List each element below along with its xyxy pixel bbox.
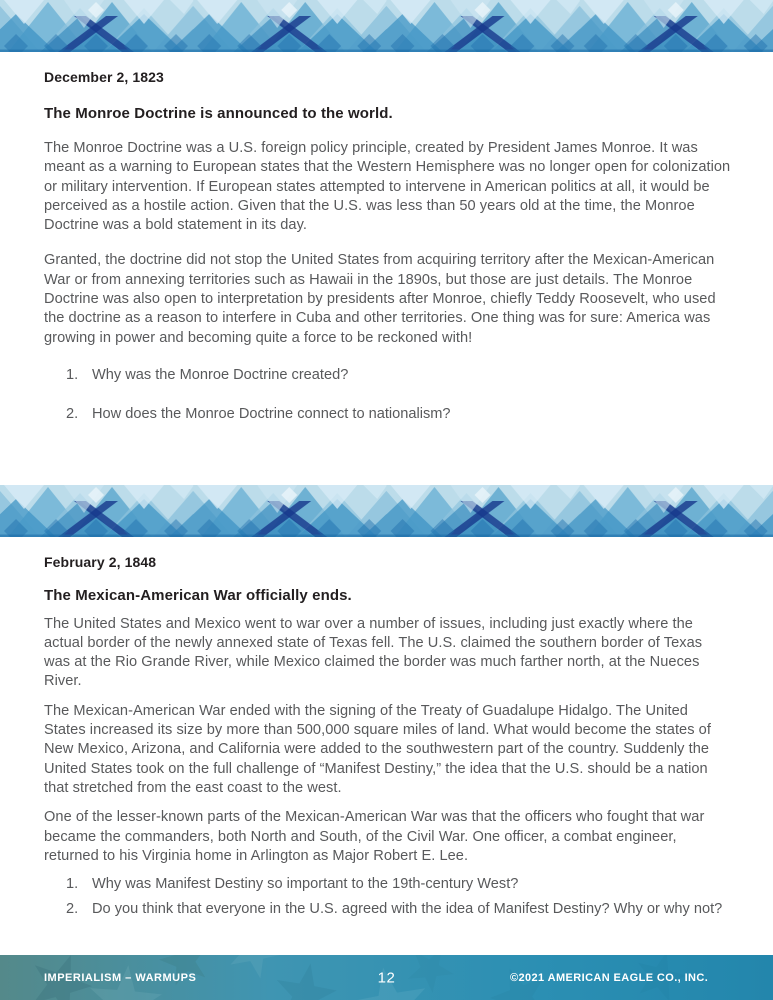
footer: [0, 955, 773, 1000]
section-date: February 2, 1848: [44, 553, 157, 570]
footer-copyright: ©2021 AMERICAN EAGLE CO., INC.: [510, 971, 709, 984]
paragraph: The Monroe Doctrine was a U.S. foreign policy principle, created by President James Monroe. It was meant as a warning to European states that the Western Hemisphere was no longer open for colonization or military intervention. If European states attempted to intervene in American politics at all, it would be perceived as a hostile action. Given that the U.S. was less than 50 years old at the time, the Monroe Doctrine was a bold statement in its day.: [44, 140, 731, 234]
question-item: [44, 366, 731, 385]
footer-text-row: [0, 955, 773, 1000]
footer-series-label: IMPERIALISM – WARMUPS: [44, 971, 197, 984]
question-number: 1.: [66, 366, 79, 383]
question-item: [44, 405, 731, 424]
page-number: 12: [377, 969, 396, 986]
paragraph: The Mexican-American War ended with the signing of the Treaty of Guadalupe Hidalgo. The United States increased its size by more than 500,000 square miles of land. What would become the states of New Mexico, Arizona, and California were added to the southwestern part of the country. Suddenly the United States took on the full challenge of “Manifest Destiny,” the idea that the U.S. should be a nation that stretched from the east coast to the west.: [44, 702, 711, 796]
question-number: 1.: [66, 876, 79, 893]
question-text: Why was the Monroe Doctrine created?: [92, 366, 349, 383]
question-number: 2.: [66, 901, 79, 918]
section-title: The Monroe Doctrine is announced to the world.: [44, 105, 393, 122]
paragraph: Granted, the doctrine did not stop the United States from acquiring territory after the Mexican-American War or from annexing territories such as Hawaii in the 1890s, but those are just details. The Monroe Doctrine was also open to interpretation by presidents after Monroe, chiefly Teddy Roosevelt, who used the doctrine as a reason to interfere in Cuba and other territories. One thing was for sure: America was growing in power and becoming quite a force to be reckoned with!: [44, 252, 716, 346]
question-text: Why was Manifest Destiny so important to the 19th-century West?: [92, 876, 519, 893]
geometric-banner-top: [0, 0, 773, 52]
section-title: The Mexican-American War officially ends.: [44, 586, 352, 604]
question-number: 2.: [66, 406, 79, 423]
question-text: Do you think that everyone in the U.S. agreed with the idea of Manifest Destiny? Why or why not?: [92, 901, 723, 918]
question-list: [44, 875, 731, 920]
section-monroe-doctrine: [0, 68, 773, 425]
question-item: [44, 875, 731, 894]
section-mexican-american-war: [0, 553, 773, 920]
paragraph: One of the lesser-known parts of the Mexican-American War was that the officers who fought that war became the commanders, both North and South, of the Civil War. One officer, a combat engineer, returned to his Virginia home in Arlington as Major Robert E. Lee.: [44, 809, 705, 864]
question-list: [44, 366, 731, 425]
geometric-banner-middle: [0, 485, 773, 537]
question-item: [44, 900, 731, 919]
question-text: How does the Monroe Doctrine connect to nationalism?: [92, 406, 451, 423]
section-date: December 2, 1823: [44, 69, 164, 85]
paragraph: The United States and Mexico went to war over a number of issues, including just exactly where the actual border of the newly annexed state of Texas fell. The U.S. claimed the southern border of Texas was at the Rio Grande River, while Mexico claimed the border was much farther north, at the Nueces River.: [44, 615, 703, 690]
